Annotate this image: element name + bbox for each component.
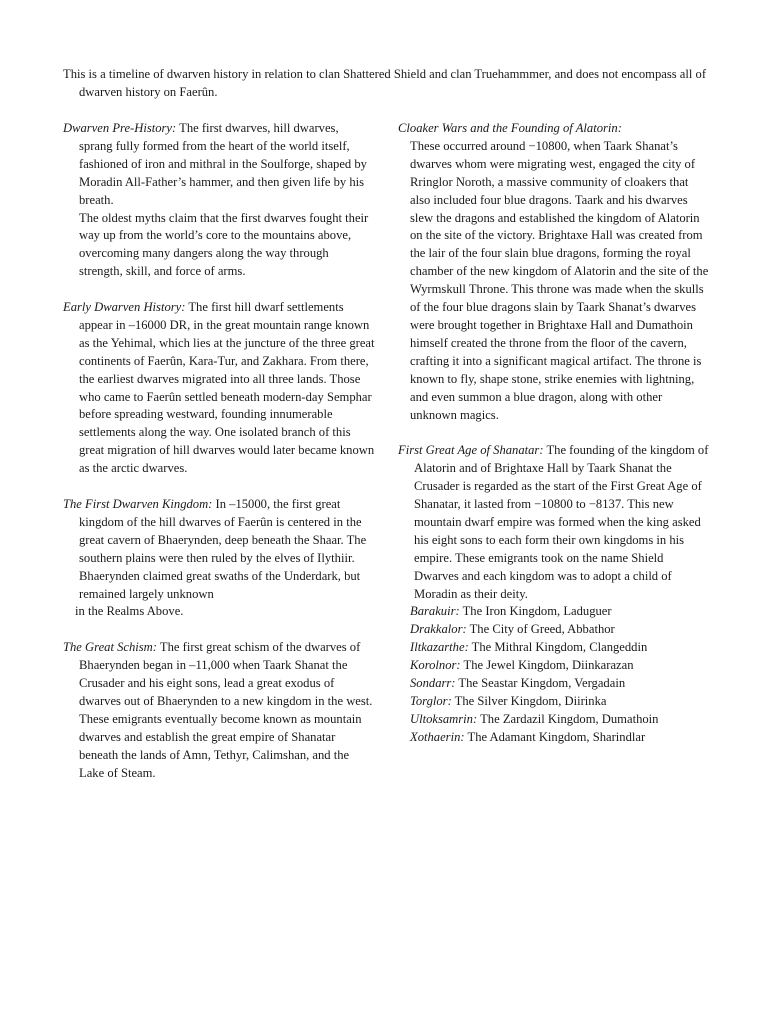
entry-cloaker-wars	[398, 120, 710, 424]
entry-title: Dwarven Pre-History:	[63, 121, 177, 135]
entry-title: Cloaker Wars and the Founding of Alatorin:	[398, 121, 622, 135]
kingdom-desc: The Adamant Kingdom, Sharindlar	[464, 729, 646, 744]
entry-title-line	[398, 120, 710, 138]
entry-first-dwarven-kingdom	[63, 496, 375, 621]
entry-body: The first great schism of the dwarves of Bhaerynden began in –11,000 when Taark Shanat the Crusader and his eight sons, lead a great exodus of dwarves out of Bhaerynden to a new kingdom in the west. These emigrants eventually become known as mountain dwarves and establish the great empire of Shanatar beneath the lands of Amn, Tethyr, Calimshan, and the Lake of Steam.	[79, 640, 373, 780]
left-column	[63, 120, 375, 800]
entry-title: Early Dwarven History:	[63, 300, 186, 315]
kingdom-list	[398, 603, 710, 746]
list-item	[398, 711, 710, 729]
entry-early-dwarven-history	[63, 299, 375, 478]
entry-body: The first dwarves, hill dwarves, sprang fully formed from the heart of the world itself, fashioned of iron and mithral in the Soulforge, shaped by Moradin All-Father’s hammer, and then given life by his breath.	[79, 121, 367, 207]
list-item	[398, 729, 710, 747]
entry-paragraph	[63, 299, 375, 478]
entry-title: The First Dwarven Kingdom:	[63, 497, 213, 511]
entry-first-great-age	[398, 442, 710, 603]
entry-great-schism	[63, 639, 375, 782]
list-item	[398, 657, 710, 675]
entry-paragraph	[63, 120, 375, 210]
list-item	[398, 693, 710, 711]
entry-body: In –15000, the first great kingdom of the hill dwarves of Faerûn is centered in the great cavern of Bhaerynden, deep beneath the Shaar. The southern plains were then ruled by the elves of Ilythiir. Bhaerynden claimed great swaths of the Underdark, but remained largely unknown	[79, 497, 367, 601]
kingdom-desc: The Mithral Kingdom, Clangeddin	[468, 640, 648, 655]
kingdom-name: Korolnor:	[410, 658, 461, 673]
entry-title: First Great Age of Shanatar:	[398, 443, 544, 458]
list-item	[398, 639, 710, 657]
list-item	[398, 621, 710, 639]
intro-paragraph: This is a timeline of dwarven history in relation to clan Shattered Shield and clan Truehammmer, and does not encompass all of dwarven history on Faerûn.	[63, 67, 707, 99]
kingdom-desc: The Seastar Kingdom, Vergadain	[455, 676, 626, 691]
kingdom-desc: The City of Greed, Abbathor	[466, 622, 615, 637]
kingdom-desc: The Iron Kingdom, Laduguer	[459, 604, 612, 619]
kingdom-name: Sondarr:	[410, 676, 456, 691]
kingdom-desc: The Jewel Kingdom, Diinkarazan	[460, 658, 634, 673]
kingdom-desc: The Zardazil Kingdom, Dumathoin	[477, 711, 659, 726]
entry-body: The first hill dwarf settlements appear in –16000 DR, in the great mountain range known as the Yehimal, which lies at the juncture of the three great continents of Faerûn, Kara-Tur, and Zakhara. From there, the earliest dwarves migrated into all three lands. Those who came to Faerûn settled beneath modern-day Semphar before spreading westward, founding innumerable settlements along the way. One isolated branch of this great migration of hill dwarves would later became known as the arctic dwarves.	[79, 300, 375, 476]
list-item	[398, 675, 710, 693]
list-item	[398, 603, 710, 621]
kingdom-name: Torglor:	[410, 693, 452, 708]
entry-body: The founding of the kingdom of Alatorin and of Brightaxe Hall by Taark Shanat the Crusader is regarded as the start of the First Great Age of Shanatar, it lasted from −10800 to −8137. This new mountain dwarf empire was formed when the king asked his eight sons to each form their own kingdoms in his empire. These emigrants took on the name Shield Dwarves and each kingdom was to adopt a child of Moradin as their deity.	[414, 443, 709, 601]
entry-paragraph	[63, 496, 375, 603]
right-column	[398, 120, 710, 747]
kingdom-name: Drakkalor:	[410, 622, 467, 637]
kingdom-name: Ultoksamrin:	[410, 711, 478, 726]
entry-body-continued: in the Realms Above.	[75, 604, 184, 619]
kingdom-name: Xothaerin:	[410, 729, 465, 744]
kingdom-name: Iltkazarthe:	[410, 640, 469, 655]
entry-body: These occurred around −10800, when Taark Shanat’s dwarves whom were migrating west, engaged the city of Rringlor Noroth, a massive community of cloakers that also included four blue dragons. Taark and his dwarves slew the dragons and established the kingdom of Alatorin on the site of the victory. Brightaxe Hall was created from the lair of the four slain blue dragons, forming the royal chamber of the new kingdom of Alatorin and the site of the Wyrmskull Throne. This throne was made when the skulls of the four blue dragons slain by Taark Shanat’s dwarves were brought together in Brightaxe Hall and Dumathoin himself created the throne from the floor of the cavern, crafting it into a significant magical artifact. The throne is known to fly, shape stone, strike enemies with lightning, and even summon a blue dragon, along with other unknown magics.	[410, 138, 709, 422]
entry-paragraph	[63, 639, 375, 782]
kingdom-name: Barakuir:	[410, 604, 460, 619]
kingdom-desc: The Silver Kingdom, Diirinka	[451, 693, 607, 708]
entry-body-continued: The oldest myths claim that the first dwarves fought their way up from the world’s core to the mountains above, overcoming many dangers along the way through strength, skill, and force of arms.	[79, 210, 369, 279]
entry-title: The Great Schism:	[63, 640, 157, 655]
entry-paragraph	[398, 442, 710, 603]
entry-dwarven-pre-history	[63, 120, 375, 281]
